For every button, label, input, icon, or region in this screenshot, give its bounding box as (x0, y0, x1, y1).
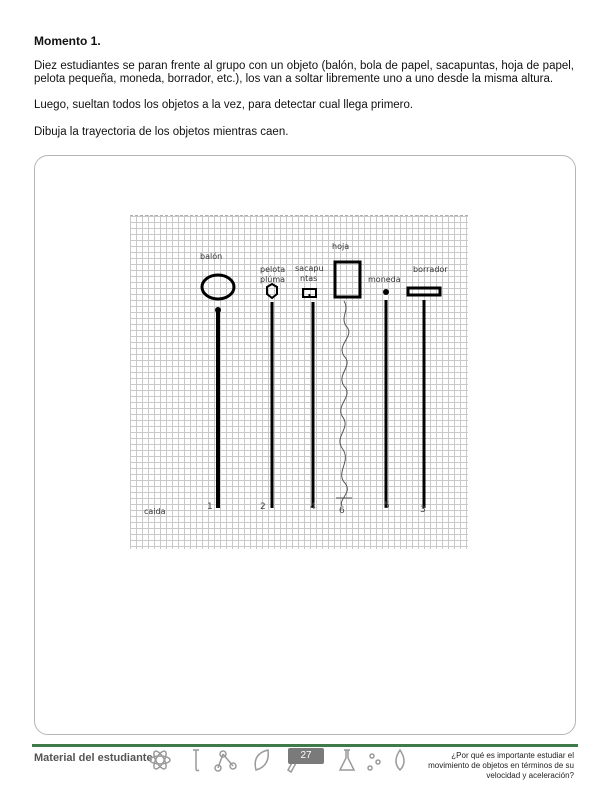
label-pelota: pelota (260, 265, 286, 274)
drop-order-6: 3 (420, 505, 426, 515)
intro-paragraph: Diez estudiantes se paran frente al grupo con un objeto (balón, bola de papel, sacapuntas, hoja de papel, pelota pequeña, moneda, borrador, etc.), los van a soltar libremente uno a uno desde la misma altura. (34, 60, 574, 85)
flame-icon (396, 750, 404, 770)
label-sacapu: sacapu (295, 264, 324, 273)
instruction-text: Dibuja la trayectoria de los objetos mientras caen. (34, 126, 289, 138)
paper-sheet-drawing (335, 262, 360, 297)
small-ball-drawing (267, 284, 277, 298)
coin-drawing (383, 289, 389, 295)
eraser-drawing (408, 288, 440, 295)
ball-trajectory-start (215, 307, 221, 313)
label-caida: caida (144, 507, 166, 516)
ball-drawing (202, 275, 234, 299)
leaf-icon (255, 750, 268, 770)
atom-icon (150, 749, 170, 770)
drop-order-4: 6 (339, 506, 345, 516)
drop-order-1: 1 (207, 502, 213, 512)
flask-icon (340, 750, 354, 770)
dots-icon (368, 754, 380, 770)
drop-order-2: 2 (260, 502, 266, 512)
drop-order-5: 5 (384, 501, 390, 511)
molecule-icon (215, 751, 236, 771)
drop-order-3: 4 (310, 502, 316, 512)
drawing-sketch (130, 216, 468, 549)
label-ntas: ntas (300, 274, 318, 283)
second-paragraph: Luego, sueltan todos los objetos a la vez, para detectar cual llega primero. (34, 99, 414, 111)
label-moneda: moneda (368, 275, 401, 284)
label-borrador: borrador (413, 265, 448, 274)
footer-question: ¿Por qué es importante estudiar el movimiento de objetos en términos de su velocidad y aceleración? (428, 751, 574, 780)
label-hoja: hoja (332, 242, 350, 251)
test-tube-icon (193, 750, 199, 771)
student-drawing (130, 215, 468, 549)
label-balon: balón (200, 252, 223, 261)
footer-label: Material del estudiante (34, 752, 153, 764)
science-icons-strip (148, 746, 418, 776)
label-pluma: plúma (260, 275, 286, 284)
paper-sheet-trajectory (340, 301, 349, 506)
page-number: 27 (288, 748, 324, 764)
section-title: Momento 1. (34, 34, 101, 48)
